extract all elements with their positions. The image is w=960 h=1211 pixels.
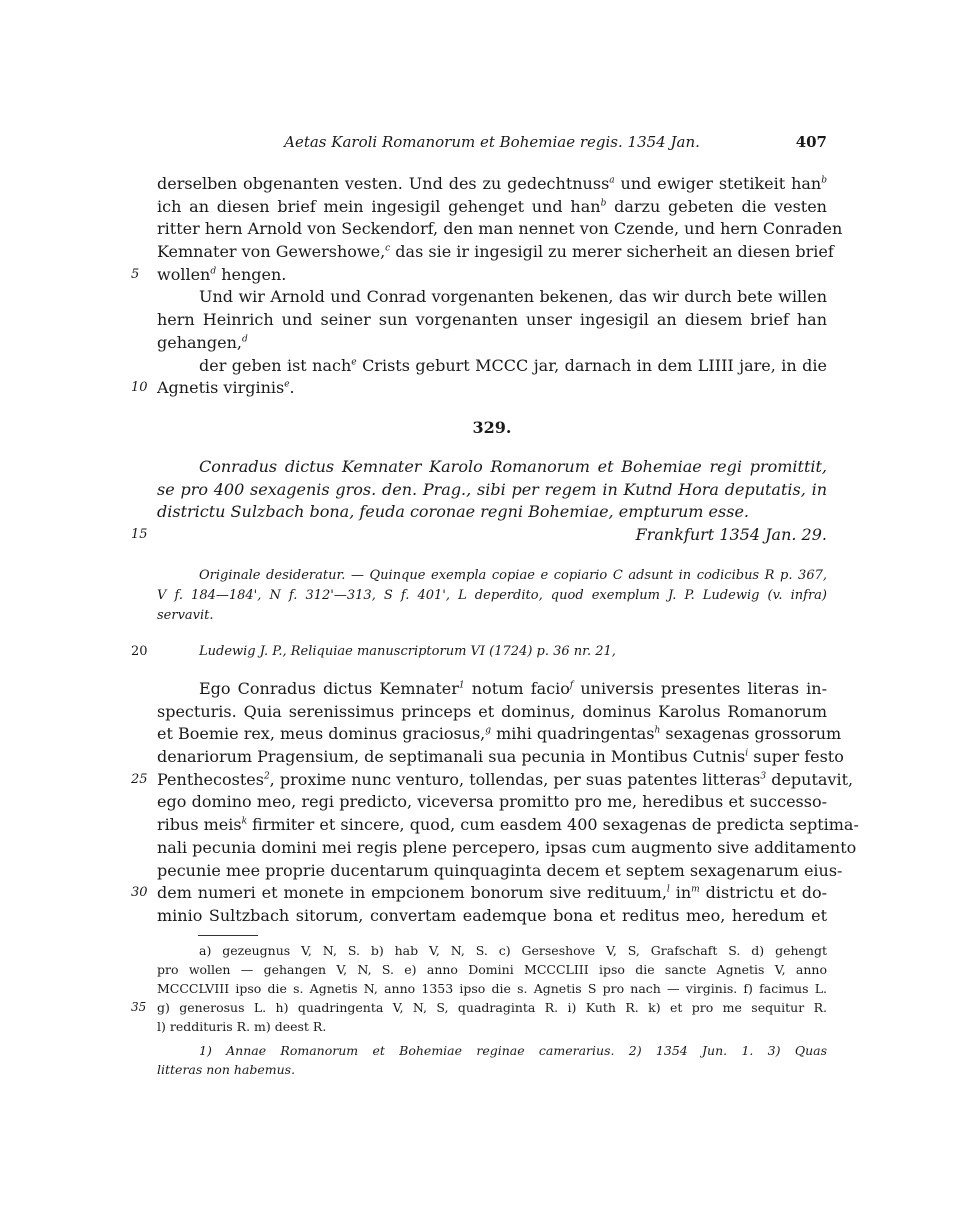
edition-note — [131, 642, 827, 662]
footnote-divider — [198, 935, 258, 936]
line-number: 5 — [131, 266, 140, 282]
footnote-line: litteras non habemus. — [157, 1062, 296, 1077]
text-line: ich an diesen brief mein ingesigil gehenget und han$^b$ darzu gebeten die vesten — [157, 196, 827, 216]
text-line: 25 Penthecostes$^2$, proxime nunc venturo, tollendas, per suas patentes litteras$^3$ deputavit, — [157, 769, 827, 792]
text-line: Ego Conradus dictus Kemnater$^1$ notum facio$^f$ universis presentes literas in- — [199, 679, 828, 698]
text-line: denariorum Pragensium, de septimanali sua pecunia in Montibus Cutnis$^i$ super festo — [157, 747, 844, 767]
regest-line: Conradus dictus Kemnater Karolo Romanorum et Bohemiae regi promittit, — [199, 457, 827, 476]
footnote-line: 1) Annae Romanorum et Bohemiae reginae camerarius. 2) 1354 Jun. 1. 3) Quas — [199, 1043, 827, 1058]
line-number: 35 — [131, 1000, 147, 1014]
running-header — [157, 133, 827, 157]
page-number: 407 — [795, 133, 827, 151]
text-line: Kemnater von Gewershowe,$^c$ das sie ir ingesigil zu merer sicherheit an diesen brief — [157, 242, 834, 262]
text-line: pecunie mee proprie ducentarum quinquaginta decem et septem sexagenarum eius- — [157, 860, 843, 880]
text-line: der geben ist nach$^e$ Crists geburt MCCC jar, darnach in dem LIIII jare, in die — [199, 355, 827, 375]
document-date: 15 Frankfurt 1354 Jan. 29. — [157, 524, 827, 547]
text-line: minio Sultzbach sitorum, convertam eademque bona et reditus meo, heredum et — [157, 905, 827, 925]
footnotes — [157, 1041, 827, 1079]
apparatus-line: l) reddituris R. m) deest R. — [157, 1019, 327, 1034]
regest-line: districtu Sulzbach bona, feuda coronae regni Bohemiae, empturum esse. — [157, 502, 749, 522]
text-line: nali pecunia domini mei regis plene percepero, ipsas cum augmento sive additamento — [157, 837, 857, 857]
line-number: 30 — [131, 885, 148, 901]
text-line: ego domino meo, regi predicto, viceversa promitto pro me, heredibus et successo- — [157, 792, 827, 812]
line-number: 10 — [131, 380, 148, 396]
document-number: 329. — [472, 418, 512, 437]
text-line: specturis. Quia serenissimus princeps et dominus, dominus Karolus Romanorum — [157, 701, 827, 721]
line-number: 25 — [131, 771, 148, 787]
text-line: 5 wollen$^d$ hengen. — [157, 264, 827, 287]
text-line: 10 Agnetis virginis$^e$. — [157, 377, 827, 400]
text-line: et Boemie rex, meus dominus graciosus,$^g$ mihi quadringentas$^h$ sexagenas grossorum — [157, 724, 842, 744]
tradition-line: servavit. — [157, 608, 214, 623]
text-line: ribus meis$^k$ firmiter et sincere, quod, cum easdem 400 sexagenas de predicta septima- — [157, 815, 859, 835]
critical-apparatus — [131, 941, 827, 1036]
line-number: 15 — [131, 527, 148, 543]
tradition-note — [157, 566, 827, 626]
apparatus-line: a) gezeugnus V, N, S. b) hab V, N, S. c) Gerseshove V, S, Grafschaft S. d) gehengt — [199, 943, 827, 958]
apparatus-line: 35 g) generosus L. h) quadringenta V, N, S, quadraginta R. i) Kuth R. k) et pro me sequitur R. — [131, 1000, 827, 1015]
text-line: 30 dem numeri et monete in empcionem bonorum sive redituum,$^l$ $in^m$ districtu et do- — [157, 882, 827, 905]
tradition-line: V f. 184—184', N f. 312'—313, S f. 401', L deperdito, quod exemplum J. P. Ludewig (v. infra) — [157, 588, 827, 603]
text-line: gehangen,$^d$ — [157, 332, 248, 352]
tradition-line: Originale desideratur. — Quinque exempla copiae e copiario C adsunt in codicibus R p. 367, — [199, 568, 827, 583]
text-line: derselben obgenanten vesten. Und des zu gedechtnuss$^a$ und ewiger stetikeit han$^b$ — [157, 174, 828, 193]
text-line: ritter hern Arnold von Seckendorf, den man nennet von Czende, und hern Conraden — [157, 219, 843, 239]
header-title: Aetas Karoli Romanorum et Bohemiae regis. 1354 Jan. — [284, 133, 700, 151]
document-body — [131, 678, 859, 928]
regest-line: se pro 400 sexagenis gros. den. Prag., sibi per regem in Kutnd Hora deputatis, in — [157, 479, 827, 499]
text-line: Und wir Arnold und Conrad vorgenanten bekenen, das wir durch bete willen — [199, 287, 827, 307]
text-line: hern Heinrich und seiner sun vorgenanten unser ingesigil an diesem brief han — [157, 310, 827, 330]
regest — [131, 456, 827, 547]
edition-line: 20 Ludewig J. P., Reliquiae manuscriptorum VI (1724) p. 36 nr. 21, — [157, 642, 827, 662]
line-number: 20 — [131, 644, 148, 659]
apparatus-line: pro wollen — gehangen V, N, S. e) anno Domini MCCCLIII ipso die sancte Agnetis V, anno — [157, 962, 827, 977]
apparatus-line: MCCCLVIII ipso die s. Agnetis N, anno 1353 ipso die s. Agnetis S pro nach — virginis. f) facimus L. — [157, 981, 827, 996]
previous-document-text — [131, 173, 843, 400]
